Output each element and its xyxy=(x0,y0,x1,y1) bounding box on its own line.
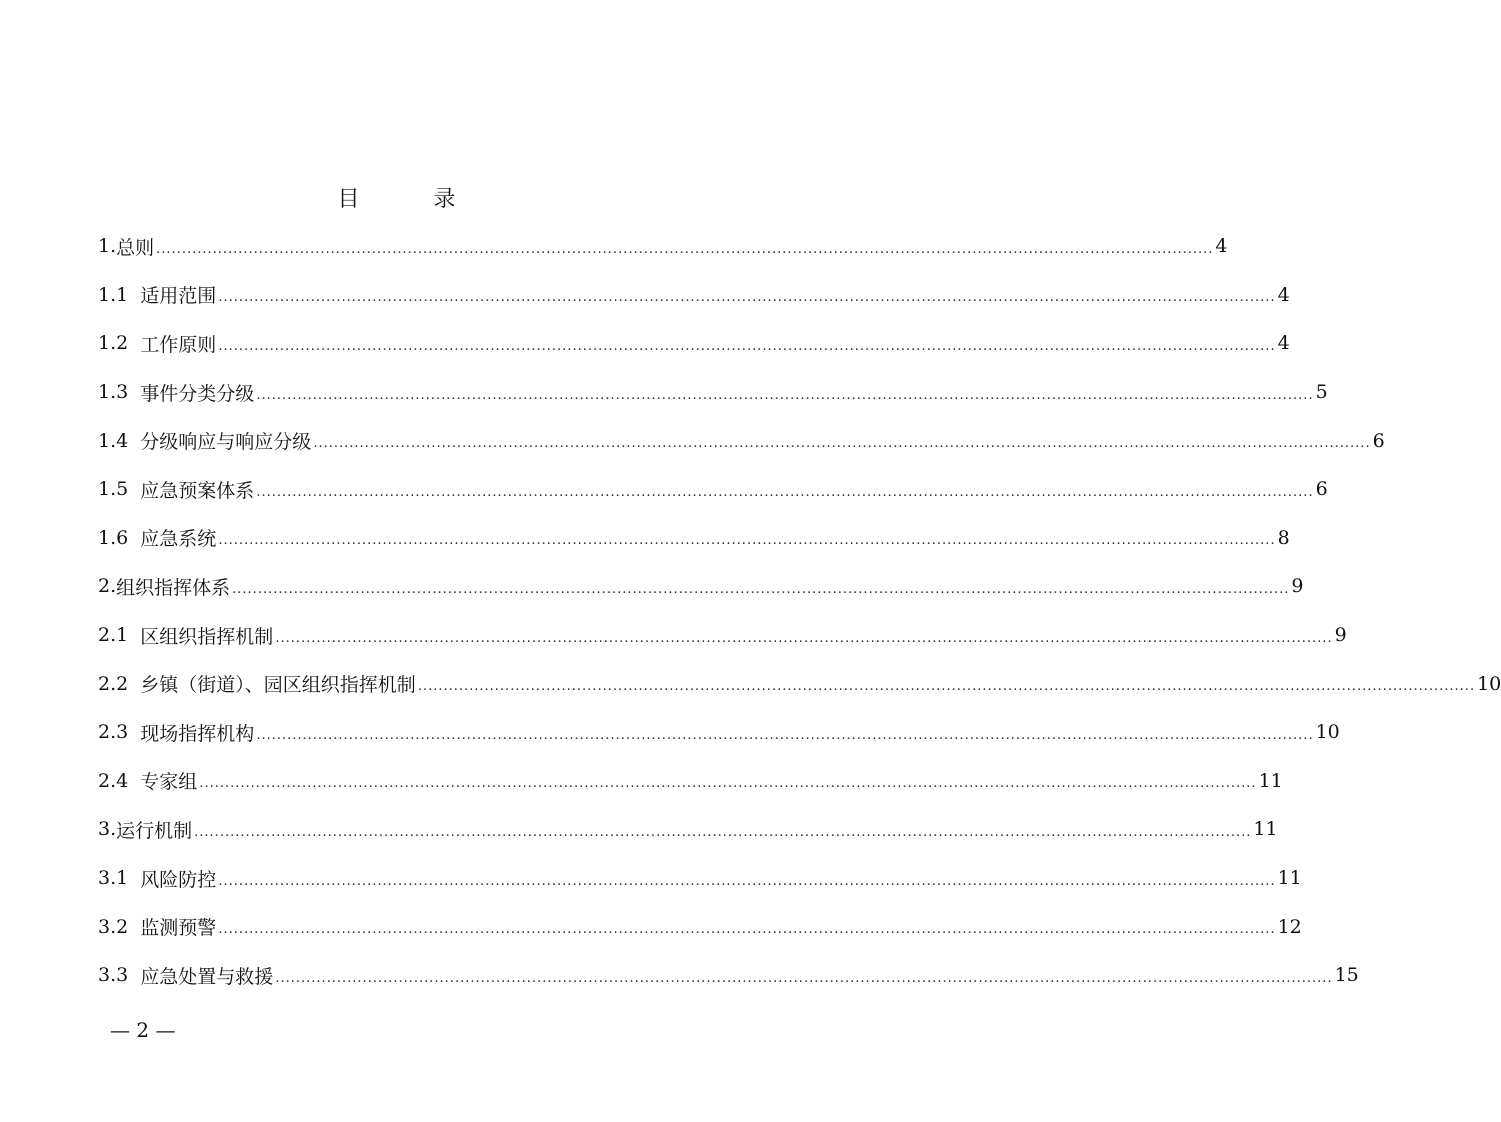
toc-label: 组织指挥体系 xyxy=(116,576,231,599)
toc-label: 乡镇（街道）、园区组织指挥机制 xyxy=(140,674,416,697)
toc-entry[interactable] xyxy=(98,368,1328,417)
toc-number: 1. xyxy=(98,235,117,258)
toc-number: 3.3 xyxy=(98,964,141,987)
toc-label: 总则 xyxy=(116,236,155,259)
toc-number: 2.4 xyxy=(98,769,141,792)
toc-leader: .............................................................................................................................................................................................................. xyxy=(194,824,1252,840)
toc-label: 事件分类分级 xyxy=(140,382,255,405)
toc-leader: .............................................................................................................................................................................................................. xyxy=(256,727,1314,743)
toc-entry[interactable] xyxy=(98,465,1328,514)
toc-leader: .............................................................................................................................................................................................................. xyxy=(256,387,1314,403)
toc-entry[interactable] xyxy=(98,416,1385,465)
table-of-contents xyxy=(98,222,1501,1000)
toc-page: 10 xyxy=(1477,672,1501,695)
toc-leader: .............................................................................................................................................................................................................. xyxy=(218,873,1276,889)
toc-page: 6 xyxy=(1372,429,1385,452)
toc-entry[interactable] xyxy=(98,902,1302,951)
toc-number: 1.2 xyxy=(98,332,141,355)
page-title: 目 录 xyxy=(337,187,482,212)
toc-leader: .............................................................................................................................................................................................................. xyxy=(218,338,1276,354)
toc-entry[interactable] xyxy=(98,222,1228,271)
toc-page: 11 xyxy=(1253,818,1278,841)
toc-leader: .............................................................................................................................................................................................................. xyxy=(199,776,1257,792)
toc-entry[interactable] xyxy=(98,319,1290,368)
toc-number: 1.5 xyxy=(98,478,141,501)
toc-number: 1.6 xyxy=(98,526,141,549)
toc-entry[interactable] xyxy=(98,951,1359,1000)
toc-label: 适用范围 xyxy=(140,285,217,308)
toc-page: 9 xyxy=(1291,575,1304,598)
toc-label: 风险防控 xyxy=(140,868,217,891)
toc-entry[interactable] xyxy=(98,514,1290,563)
toc-entry[interactable] xyxy=(98,805,1278,854)
toc-label: 专家组 xyxy=(140,771,198,794)
toc-leader: .............................................................................................................................................................................................................. xyxy=(275,630,1333,646)
toc-label: 现场指挥机构 xyxy=(140,722,255,745)
toc-leader: .............................................................................................................................................................................................................. xyxy=(256,484,1314,500)
toc-number: 3. xyxy=(98,818,117,841)
toc-number: 2.3 xyxy=(98,721,141,744)
toc-label: 工作原则 xyxy=(140,333,217,356)
toc-number: 2.2 xyxy=(98,672,141,695)
toc-number: 1.1 xyxy=(98,283,141,306)
toc-leader: .............................................................................................................................................................................................................. xyxy=(218,922,1276,938)
page-number-footer: — 2 — xyxy=(110,1018,176,1042)
toc-leader: .............................................................................................................................................................................................................. xyxy=(218,290,1276,306)
toc-page: 4 xyxy=(1215,235,1228,258)
toc-number: 3.2 xyxy=(98,915,141,938)
toc-page: 5 xyxy=(1315,381,1328,404)
toc-entry[interactable] xyxy=(98,659,1501,708)
toc-entry[interactable] xyxy=(98,757,1283,806)
toc-number: 1.3 xyxy=(98,381,141,404)
toc-page: 11 xyxy=(1258,769,1283,792)
toc-page: 4 xyxy=(1277,332,1290,355)
toc-page: 9 xyxy=(1334,624,1347,647)
toc-label: 区组织指挥机制 xyxy=(140,625,274,648)
toc-leader: .............................................................................................................................................................................................................. xyxy=(313,436,1371,452)
toc-page: 15 xyxy=(1334,964,1359,987)
toc-page: 6 xyxy=(1315,478,1328,501)
toc-leader: .............................................................................................................................................................................................................. xyxy=(156,241,1214,257)
toc-label: 监测预警 xyxy=(140,917,217,940)
toc-page: 12 xyxy=(1277,915,1302,938)
toc-number: 2. xyxy=(98,575,117,598)
toc-leader: .............................................................................................................................................................................................................. xyxy=(218,533,1276,549)
toc-leader: .............................................................................................................................................................................................................. xyxy=(232,581,1290,597)
toc-page: 8 xyxy=(1277,526,1290,549)
toc-page: 11 xyxy=(1277,867,1302,890)
toc-leader: .............................................................................................................................................................................................................. xyxy=(417,679,1476,695)
toc-page: 10 xyxy=(1315,721,1340,744)
toc-page: 4 xyxy=(1277,283,1290,306)
toc-number: 2.1 xyxy=(98,624,141,647)
toc-label: 应急处置与救援 xyxy=(140,965,274,988)
toc-entry[interactable] xyxy=(98,708,1340,757)
toc-entry[interactable] xyxy=(98,611,1347,660)
toc-label: 应急系统 xyxy=(140,528,217,551)
toc-number: 1.4 xyxy=(98,429,141,452)
toc-leader: .............................................................................................................................................................................................................. xyxy=(275,970,1333,986)
toc-label: 分级响应与响应分级 xyxy=(140,431,312,454)
toc-entry[interactable] xyxy=(98,562,1304,611)
toc-label: 运行机制 xyxy=(116,819,193,842)
toc-number: 3.1 xyxy=(98,867,141,890)
toc-entry[interactable] xyxy=(98,271,1290,320)
toc-entry[interactable] xyxy=(98,854,1302,903)
toc-label: 应急预案体系 xyxy=(140,479,255,502)
